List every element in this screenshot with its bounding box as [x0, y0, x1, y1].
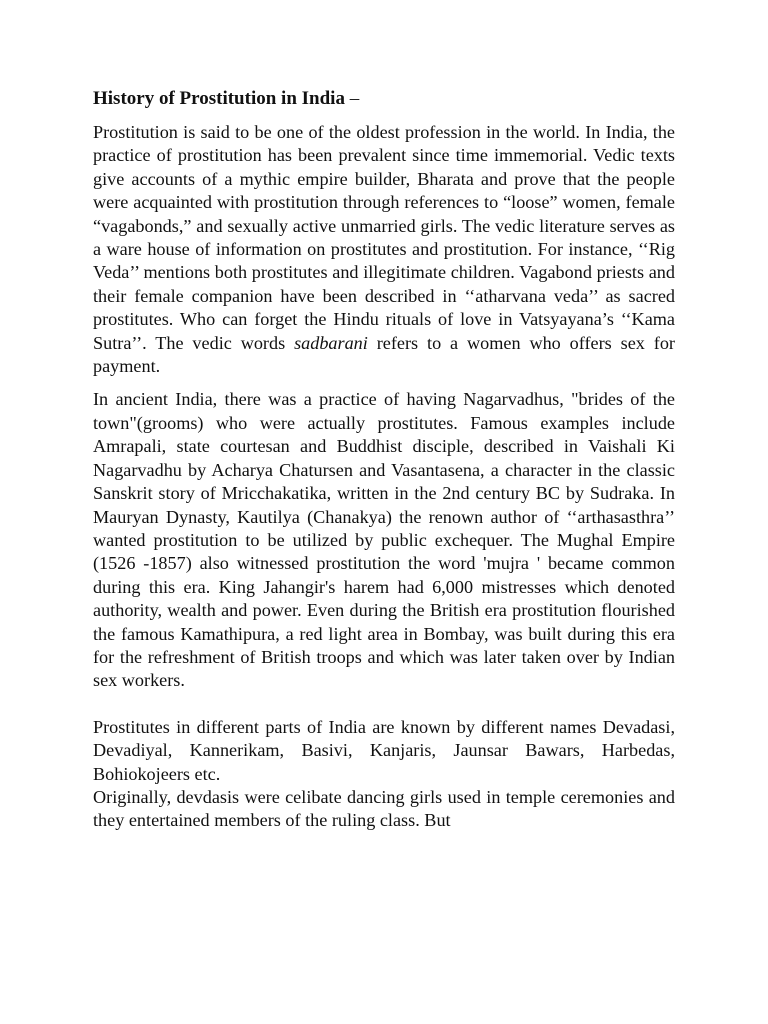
- italic-term: sadbarani: [294, 332, 368, 353]
- paragraph-gap: [93, 378, 675, 388]
- paragraph-origins: [93, 121, 675, 378]
- paragraph-origins-text-2: refers to a women who offers sex for payment.: [93, 332, 675, 377]
- paragraph-origins-text-1: Prostitution is said to be one of the oldest profession in the world. In India, the practice of prostitution has been prevalent since time immemorial. Vedic texts give accounts of a mythic empire builder, Bharata and prove that the people were acquainted with prostitution through references to “loose” women, female “vagabonds,” and sexually active unmarried girls. The vedic literature serves as a ware house of information on prostitutes and prostitution. For instance, ‘‘Rig Veda’’ mentions both prostitutes and illegitimate children. Vagabond priests and their female companion have been described in ‘‘atharvana veda’’ as sacred prostitutes. Who can forget the Hindu rituals of love in Vatsyayana’s ‘‘Kama Sutra’’. The vedic words: [93, 122, 675, 353]
- title-text: History of Prostitution in India: [93, 88, 345, 109]
- paragraph-devdasis: Originally, devdasis were celibate dancing girls used in temple ceremonies and they entertained members of the ruling class. But: [93, 786, 675, 831]
- blank-line: [93, 693, 675, 716]
- paragraph-ancient-india: In ancient India, there was a practice of having Nagarvadhus, "brides of the town"(grooms) who were actually prostitutes. Famous examples include Amrapali, state courtesan and Buddhist disciple, described in Vaishali Ki Nagarvadhu by Acharya Chatursen and Vasantasena, a character in the classic Sanskrit story of Mricchakatika, written in the 2nd century BC by Sudraka. In Mauryan Dynasty, Kautilya (Chanakya) the renown author of ‘‘arthasasthra’’ wanted prostitution to be utilized by public exchequer. The Mughal Empire (1526 -1857) also witnessed prostitution the word 'mujra ' became common during this era. King Jahangir's harem had 6,000 mistresses which denoted authority, wealth and power. Even during the British era prostitution flourished the famous Kamathipura, a red light area in Bombay, was built during this era for the refreshment of British troops and which was later taken over by Indian sex workers.: [93, 389, 675, 691]
- page-title: [93, 86, 675, 112]
- title-dash: –: [344, 88, 360, 109]
- document-page: [93, 86, 675, 833]
- paragraph-names: Prostitutes in different parts of India are known by different names Devadasi, Devadiyal, Kannerikam, Basivi, Kanjaris, Jaunsar Bawars, Harbedas, Bohiokojeers etc.: [93, 716, 675, 784]
